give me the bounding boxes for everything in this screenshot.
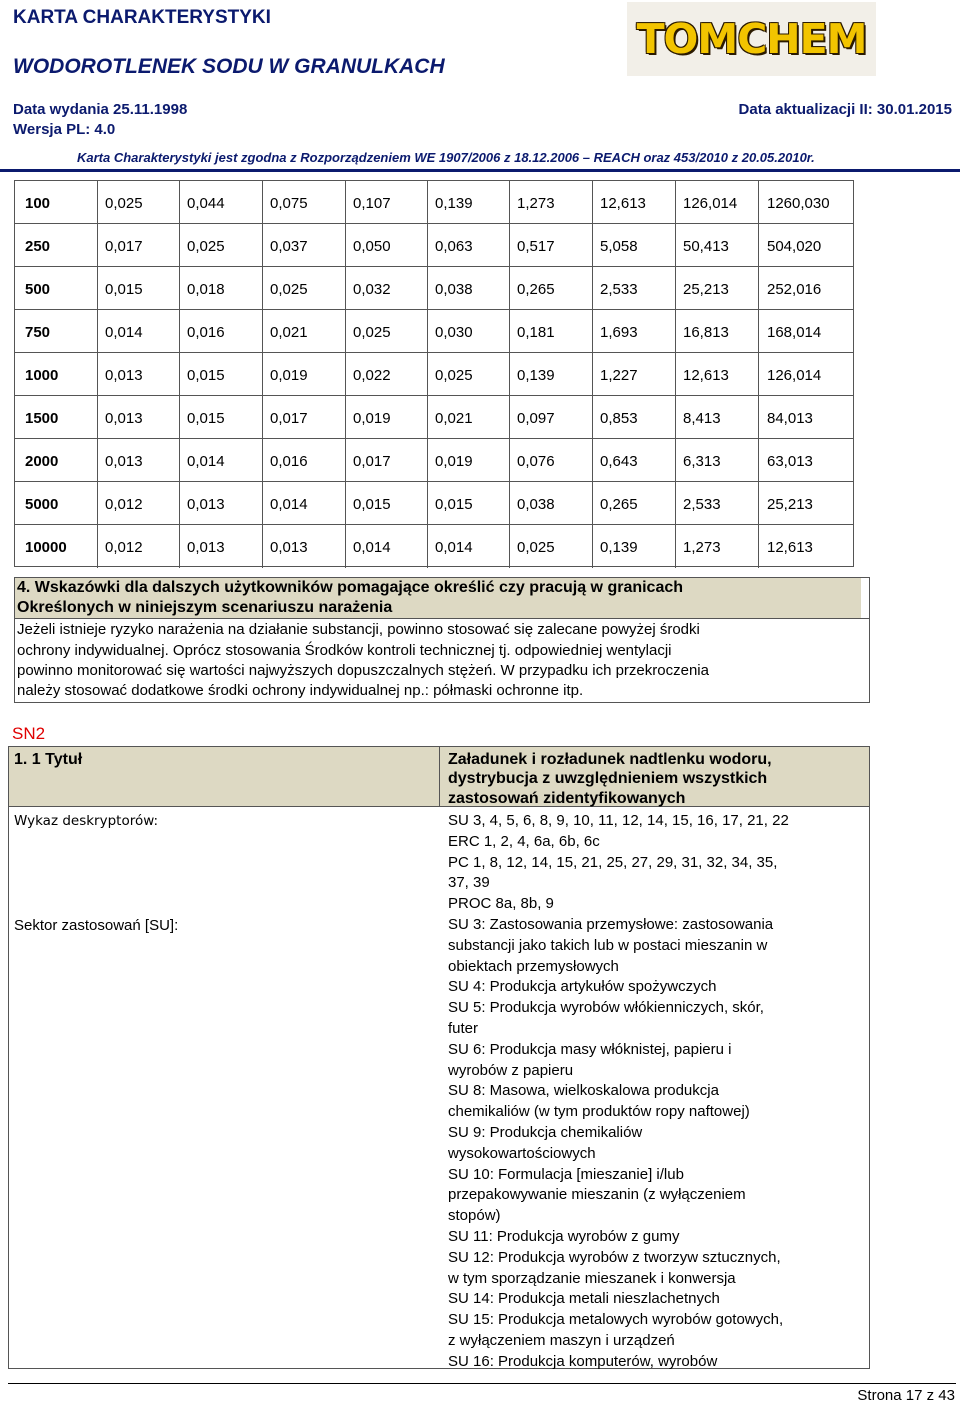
sn2-descriptor-table (8, 746, 870, 1369)
table-cell: 8,413 (683, 410, 721, 427)
column-divider (675, 310, 676, 352)
sector-line: SU 16: Produkcja komputerów, wyrobów (448, 1352, 718, 1370)
column-divider (675, 224, 676, 266)
table-row (15, 181, 853, 224)
row-header-cell: 10000 (25, 539, 67, 556)
column-divider (262, 224, 263, 266)
table-cell: 126,014 (683, 195, 738, 212)
table-row (15, 439, 853, 482)
column-divider (509, 181, 510, 223)
column-divider (675, 267, 676, 309)
compliance-note: Karta Charakterystyki jest zgodna z Rozporządzeniem WE 1907/2006 z 18.12.2006 – REACH oraz 453/2010 z 20.05.2010r. (77, 150, 815, 165)
table-cell: 0,139 (600, 539, 638, 556)
title-value-line: dystrybucja z uwzględnieniem wszystkich (448, 770, 768, 787)
update-date: Data aktualizacji II: 30.01.2015 (738, 101, 952, 118)
column-divider (427, 482, 428, 524)
table-cell: 0,017 (353, 453, 391, 470)
table-cell: 0,038 (435, 281, 473, 298)
table-cell: 0,025 (353, 324, 391, 341)
table-cell: 1,273 (683, 539, 721, 556)
table-cell: 0,013 (270, 539, 308, 556)
table-cell: 0,097 (517, 410, 555, 427)
table-cell: 1260,030 (767, 195, 830, 212)
table-cell: 12,613 (600, 195, 646, 212)
column-divider (345, 267, 346, 309)
column-divider (97, 267, 98, 309)
column-divider (97, 482, 98, 524)
logo-text: TOMCHEM (636, 15, 867, 63)
table-cell: 1,273 (517, 195, 555, 212)
column-divider (345, 439, 346, 481)
column-divider (427, 439, 428, 481)
table-row (15, 224, 853, 267)
column-divider (427, 396, 428, 438)
section-4-title: 4. Wskazówki dla dalszych użytkowników pomagające określić czy pracują w granicach (17, 579, 684, 596)
table-cell: 0,063 (435, 238, 473, 255)
sector-line: SU 6: Produkcja masy włóknistej, papieru i (448, 1040, 732, 1058)
row-header-cell: 500 (25, 281, 51, 298)
sector-label: Sektor zastosowań [SU]: (14, 917, 179, 934)
column-divider (509, 353, 510, 395)
column-divider (675, 525, 676, 568)
row-header-cell: 1000 (25, 367, 59, 384)
table-cell: 0,015 (105, 281, 143, 298)
sector-line: SU 11: Produkcja wyrobów z gumy (448, 1228, 680, 1245)
table-cell: 25,213 (683, 281, 729, 298)
header-divider (0, 169, 960, 172)
column-divider (179, 396, 180, 438)
column-divider (345, 396, 346, 438)
table-cell: 1,227 (600, 367, 638, 384)
row-header-cell: 100 (25, 195, 51, 212)
table-cell: 0,014 (435, 539, 473, 556)
table-cell: 0,643 (600, 453, 638, 470)
column-divider (427, 181, 428, 223)
column-divider (509, 310, 510, 352)
tomchem-logo (627, 2, 876, 76)
column-divider (97, 353, 98, 395)
table-cell: 126,014 (767, 367, 822, 384)
column-divider (179, 224, 180, 266)
column-divider (592, 525, 593, 568)
column-divider (179, 525, 180, 568)
column-divider (345, 353, 346, 395)
table-cell: 0,021 (270, 324, 308, 341)
table-cell: 0,013 (187, 496, 225, 513)
exposure-data-table (14, 180, 854, 567)
column-divider (97, 525, 98, 568)
section-4-body-line: ochrony indywidualnej. Oprócz stosowania Środków kontroli technicznej tj. odpowiedniej wentylacji (17, 642, 672, 659)
row-header-cell: 2000 (25, 453, 59, 470)
column-divider (758, 482, 759, 524)
sector-line: SU 12: Produkcja wyrobów z tworzyw sztucznych, (448, 1248, 781, 1266)
scenario-sn2-label: SN2 (12, 724, 46, 743)
sector-line: SU 3: Zastosowania przemysłowe: zastosowania (448, 916, 774, 933)
sector-line: SU 8: Masowa, wielkoskalowa produkcja (448, 1082, 719, 1100)
table-cell: 0,025 (270, 281, 308, 298)
column-divider (262, 310, 263, 352)
column-divider (262, 439, 263, 481)
table-cell: 0,032 (353, 281, 391, 298)
column-divider (262, 482, 263, 524)
table-cell: 0,016 (187, 324, 225, 341)
table-cell: 0,853 (600, 410, 638, 427)
sector-line: futer (448, 1020, 479, 1037)
column-divider (758, 310, 759, 352)
issue-date: Data wydania 25.11.1998 (13, 101, 188, 118)
section-4-divider (15, 618, 869, 619)
column-divider (262, 181, 263, 223)
page-number: Strona 17 z 43 (857, 1387, 955, 1404)
column-divider (262, 353, 263, 395)
column-divider (345, 482, 346, 524)
table-cell: 0,517 (517, 238, 555, 255)
column-divider (427, 267, 428, 309)
table-cell: 0,021 (435, 410, 473, 427)
table-cell: 0,019 (435, 453, 473, 470)
column-divider (97, 181, 98, 223)
table-cell: 0,038 (517, 496, 555, 513)
table-cell: 0,014 (353, 539, 391, 556)
sector-line: stopów) (448, 1207, 501, 1225)
column-divider (345, 310, 346, 352)
column-divider (262, 396, 263, 438)
table-cell: 5,058 (600, 238, 638, 255)
table-cell: 0,265 (517, 281, 555, 298)
column-divider (592, 439, 593, 481)
table-cell: 0,013 (105, 453, 143, 470)
column-divider (427, 224, 428, 266)
table-cell: 0,014 (270, 496, 308, 513)
table-cell: 0,265 (600, 496, 638, 513)
column-divider (179, 439, 180, 481)
descriptor-line: 37, 39 (448, 874, 490, 892)
column-divider (758, 267, 759, 309)
descriptor-line: SU 3, 4, 5, 6, 8, 9, 10, 11, 12, 14, 15, 16, 17, 21, 22 (448, 812, 789, 829)
table-cell: 0,139 (435, 195, 473, 212)
sector-line: chemikaliów (w tym produktów ropy naftowej) (448, 1103, 750, 1121)
table-cell: 16,813 (683, 324, 729, 341)
sector-line: przepakowywanie mieszanin (z wyłączeniem (448, 1186, 746, 1204)
table-cell: 0,044 (187, 195, 225, 212)
table-cell: 0,017 (105, 238, 143, 255)
column-divider (427, 310, 428, 352)
title-label: 1. 1 Tytuł (14, 751, 83, 768)
column-divider (758, 353, 759, 395)
column-divider (97, 224, 98, 266)
column-divider (509, 224, 510, 266)
sector-line: SU 4: Produkcja artykułów spożywczych (448, 978, 717, 996)
sector-line: z wyłączeniem maszyn i urządzeń (448, 1332, 675, 1349)
table-cell: 0,019 (353, 410, 391, 427)
table-cell: 0,014 (187, 453, 225, 470)
table-cell: 0,050 (353, 238, 391, 255)
descriptors-label: Wykaz deskryptorów: (14, 813, 159, 829)
column-divider (675, 439, 676, 481)
column-divider (592, 310, 593, 352)
column-divider (97, 396, 98, 438)
table-cell: 2,533 (600, 281, 638, 298)
column-divider (439, 747, 440, 806)
column-divider (675, 482, 676, 524)
table-row (15, 310, 853, 353)
column-divider (675, 181, 676, 223)
column-divider (592, 353, 593, 395)
table-cell: 0,025 (517, 539, 555, 556)
column-divider (179, 353, 180, 395)
row-header-cell: 250 (25, 238, 51, 255)
sector-line: SU 5: Produkcja wyrobów włókienniczych, skór, (448, 999, 764, 1017)
table-cell: 0,015 (187, 367, 225, 384)
table-row (15, 396, 853, 439)
column-divider (97, 310, 98, 352)
table-cell: 1,693 (600, 324, 638, 341)
table-cell: 25,213 (767, 496, 813, 513)
table-cell: 50,413 (683, 238, 729, 255)
table-cell: 0,139 (517, 367, 555, 384)
column-divider (758, 439, 759, 481)
row-divider (9, 806, 869, 807)
column-divider (179, 310, 180, 352)
column-divider (592, 181, 593, 223)
descriptor-line: PROC 8a, 8b, 9 (448, 895, 554, 913)
table-cell: 0,012 (105, 539, 143, 556)
version: Wersja PL: 4.0 (13, 121, 116, 138)
descriptor-line: PC 1, 8, 12, 14, 15, 21, 25, 27, 29, 31, 32, 34, 35, (448, 853, 778, 871)
column-divider (262, 267, 263, 309)
table-row (15, 525, 853, 568)
table-cell: 84,013 (767, 410, 813, 427)
column-divider (427, 525, 428, 568)
sector-line: wysokowartościowych (448, 1144, 596, 1162)
column-divider (592, 396, 593, 438)
sector-line: w tym sporządzanie mieszanek i konwersja (448, 1269, 736, 1287)
table-cell: 12,613 (767, 539, 813, 556)
table-cell: 2,533 (683, 496, 721, 513)
column-divider (758, 181, 759, 223)
sector-line: substancji jako takich lub w postaci mieszanin w (448, 936, 768, 954)
table-cell: 6,313 (683, 453, 721, 470)
sector-line: wyrobów z papieru (448, 1061, 574, 1079)
table-cell: 0,037 (270, 238, 308, 255)
table-cell: 0,015 (353, 496, 391, 513)
column-divider (675, 353, 676, 395)
row-header-cell: 5000 (25, 496, 59, 513)
table-cell: 0,017 (270, 410, 308, 427)
table-row (15, 267, 853, 310)
footer-divider (8, 1383, 956, 1384)
table-cell: 0,014 (105, 324, 143, 341)
title-value-line: Załadunek i rozładunek nadtlenku wodoru, (448, 751, 772, 768)
section-4-body-line: powinno monitorować się wartości najwyższych dopuszczalnych stężeń. W przypadku ich przekroczenia (17, 662, 709, 679)
descriptor-line: ERC 1, 2, 4, 6a, 6b, 6c (448, 832, 600, 850)
sector-line: obiektach przemysłowych (448, 957, 619, 975)
table-cell: 0,019 (270, 367, 308, 384)
column-divider (509, 482, 510, 524)
sector-line: SU 10: Formulacja [mieszanie] i/lub (448, 1165, 684, 1183)
row-header-cell: 750 (25, 324, 51, 341)
table-cell: 0,025 (105, 195, 143, 212)
column-divider (675, 396, 676, 438)
column-divider (509, 525, 510, 568)
column-divider (179, 482, 180, 524)
column-divider (592, 267, 593, 309)
table-cell: 0,016 (270, 453, 308, 470)
column-divider (179, 181, 180, 223)
section-4-body-line: Jeżeli istnieje ryzyko narażenia na działanie substancji, powinno stosować się zalecane powyżej środki (17, 621, 700, 638)
product-name: WODOROTLENEK SODU W GRANULKACH (13, 55, 445, 78)
table-cell: 12,613 (683, 367, 729, 384)
sector-line: SU 15: Produkcja metalowych wyrobów gotowych, (448, 1311, 784, 1329)
sector-line: SU 9: Produkcja chemikaliów (448, 1124, 643, 1141)
table-cell: 0,030 (435, 324, 473, 341)
column-divider (592, 482, 593, 524)
table-cell: 168,014 (767, 324, 822, 341)
column-divider (345, 181, 346, 223)
row-header-cell: 1500 (25, 410, 59, 427)
section-4-title-cont: Określonych w niniejszym scenariuszu narażenia (17, 599, 393, 616)
section-4-body-line: należy stosować dodatkowe środki ochrony indywidualnej np.: półmaski ochronne itp. (17, 682, 584, 699)
document-type-title: KARTA CHARAKTERYSTYKI (13, 7, 271, 28)
table-cell: 0,013 (105, 410, 143, 427)
table-cell: 63,013 (767, 453, 813, 470)
table-cell: 0,076 (517, 453, 555, 470)
column-divider (97, 439, 98, 481)
table-cell: 0,025 (187, 238, 225, 255)
column-divider (592, 224, 593, 266)
column-divider (427, 353, 428, 395)
table-cell: 0,013 (105, 367, 143, 384)
table-cell: 0,075 (270, 195, 308, 212)
column-divider (179, 267, 180, 309)
table-cell: 252,016 (767, 281, 822, 298)
column-divider (509, 267, 510, 309)
column-divider (758, 525, 759, 568)
column-divider (509, 439, 510, 481)
table-cell: 0,018 (187, 281, 225, 298)
table-row (15, 353, 853, 396)
sector-line: SU 14: Produkcja metali nieszlachetnych (448, 1290, 720, 1308)
table-cell: 0,181 (517, 324, 555, 341)
table-row (15, 482, 853, 525)
column-divider (758, 396, 759, 438)
table-cell: 0,015 (435, 496, 473, 513)
section-4-box (14, 577, 870, 703)
table-cell: 0,015 (187, 410, 225, 427)
column-divider (758, 224, 759, 266)
column-divider (262, 525, 263, 568)
table-cell: 0,022 (353, 367, 391, 384)
column-divider (509, 396, 510, 438)
table-cell: 504,020 (767, 238, 822, 255)
table-cell: 0,025 (435, 367, 473, 384)
table-cell: 0,013 (187, 539, 225, 556)
column-divider (345, 224, 346, 266)
table-cell: 0,107 (353, 195, 391, 212)
column-divider (345, 525, 346, 568)
table-cell: 0,012 (105, 496, 143, 513)
title-value-line: zastosowań zidentyfikowanych (448, 790, 686, 807)
